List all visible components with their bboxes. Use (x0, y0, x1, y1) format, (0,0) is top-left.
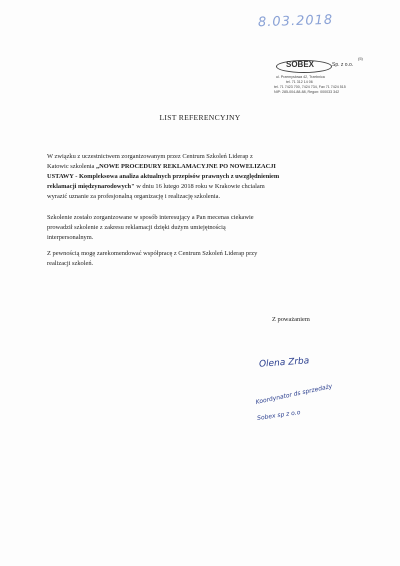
text-line: W związku z uczestnictwem zorganizowanym przez Centrum Szkoleń Liderap z (47, 153, 253, 160)
sobex-logo (276, 60, 332, 72)
text-line (47, 162, 354, 172)
training-title-continued: USTAWY - Kompleksowa analiza aktualnych przepisów prawnych z uwzględnieniem (47, 173, 280, 180)
text-span: Katowic szkolenia (47, 163, 96, 170)
text-line: Szkolenie zostało zorganizowane w sposób interesujący a Pan mecenas ciekawie (47, 214, 254, 221)
logo-text: SOBEX (286, 60, 315, 69)
handwritten-signature (255, 358, 385, 438)
stamp-address-line: tel. 71 7423 700, 7424 734, Fax 71 7424 515 (274, 85, 346, 89)
training-title: „NOWE PROCEDURY REKLAMACYJNE PO NOWELIZACJI (95, 163, 276, 170)
company-stamp (258, 56, 370, 102)
stamp-code: (5) (358, 56, 363, 61)
handwritten-date: 8.03.2018 (257, 12, 334, 31)
text-line: interpersonalnym. (47, 234, 94, 241)
closing-regards: Z poważaniem (272, 316, 310, 323)
text-line (47, 182, 354, 192)
text-line: prowadził szkolenie z zakresu reklamacji dzięki dużym umiejętnością (47, 224, 226, 231)
paragraph-3 (47, 249, 354, 269)
signature-position: Koordynator ds sprzedaży (255, 382, 333, 407)
paragraph-2 (47, 213, 354, 243)
stamp-address-line: tel. 71 312 14 06 (286, 80, 313, 84)
paragraph-1 (47, 152, 354, 202)
stamp-address-line: ul. Przemysłowa 42, Trzebnica (276, 75, 325, 79)
text-line: realizacji szkoleń. (47, 260, 94, 267)
stamp-address-line: NIP: 285-004-88-88, Regon: 000033 342 (274, 90, 340, 94)
text-line: Z pewnością mogę zarekomendować współpracę z Centrum Szkoleń Liderap przy (47, 250, 258, 257)
text-span: w dniu 16 lutego 2018 roku w Krakowie chcialam (134, 183, 265, 190)
signature-company: Sobex sp z o.o (256, 409, 301, 422)
stamp-company-suffix: Sp. z o.o. (332, 62, 354, 68)
letter-title: LIST REFERENCYJNY (159, 113, 241, 122)
training-title-end: reklamacji międzynarodowych" (47, 183, 135, 190)
signature-name: Olena Zrba (258, 356, 310, 370)
text-line: wyrazić uznanie za profesjonalną organizację i realizację szkolenia. (47, 193, 221, 200)
